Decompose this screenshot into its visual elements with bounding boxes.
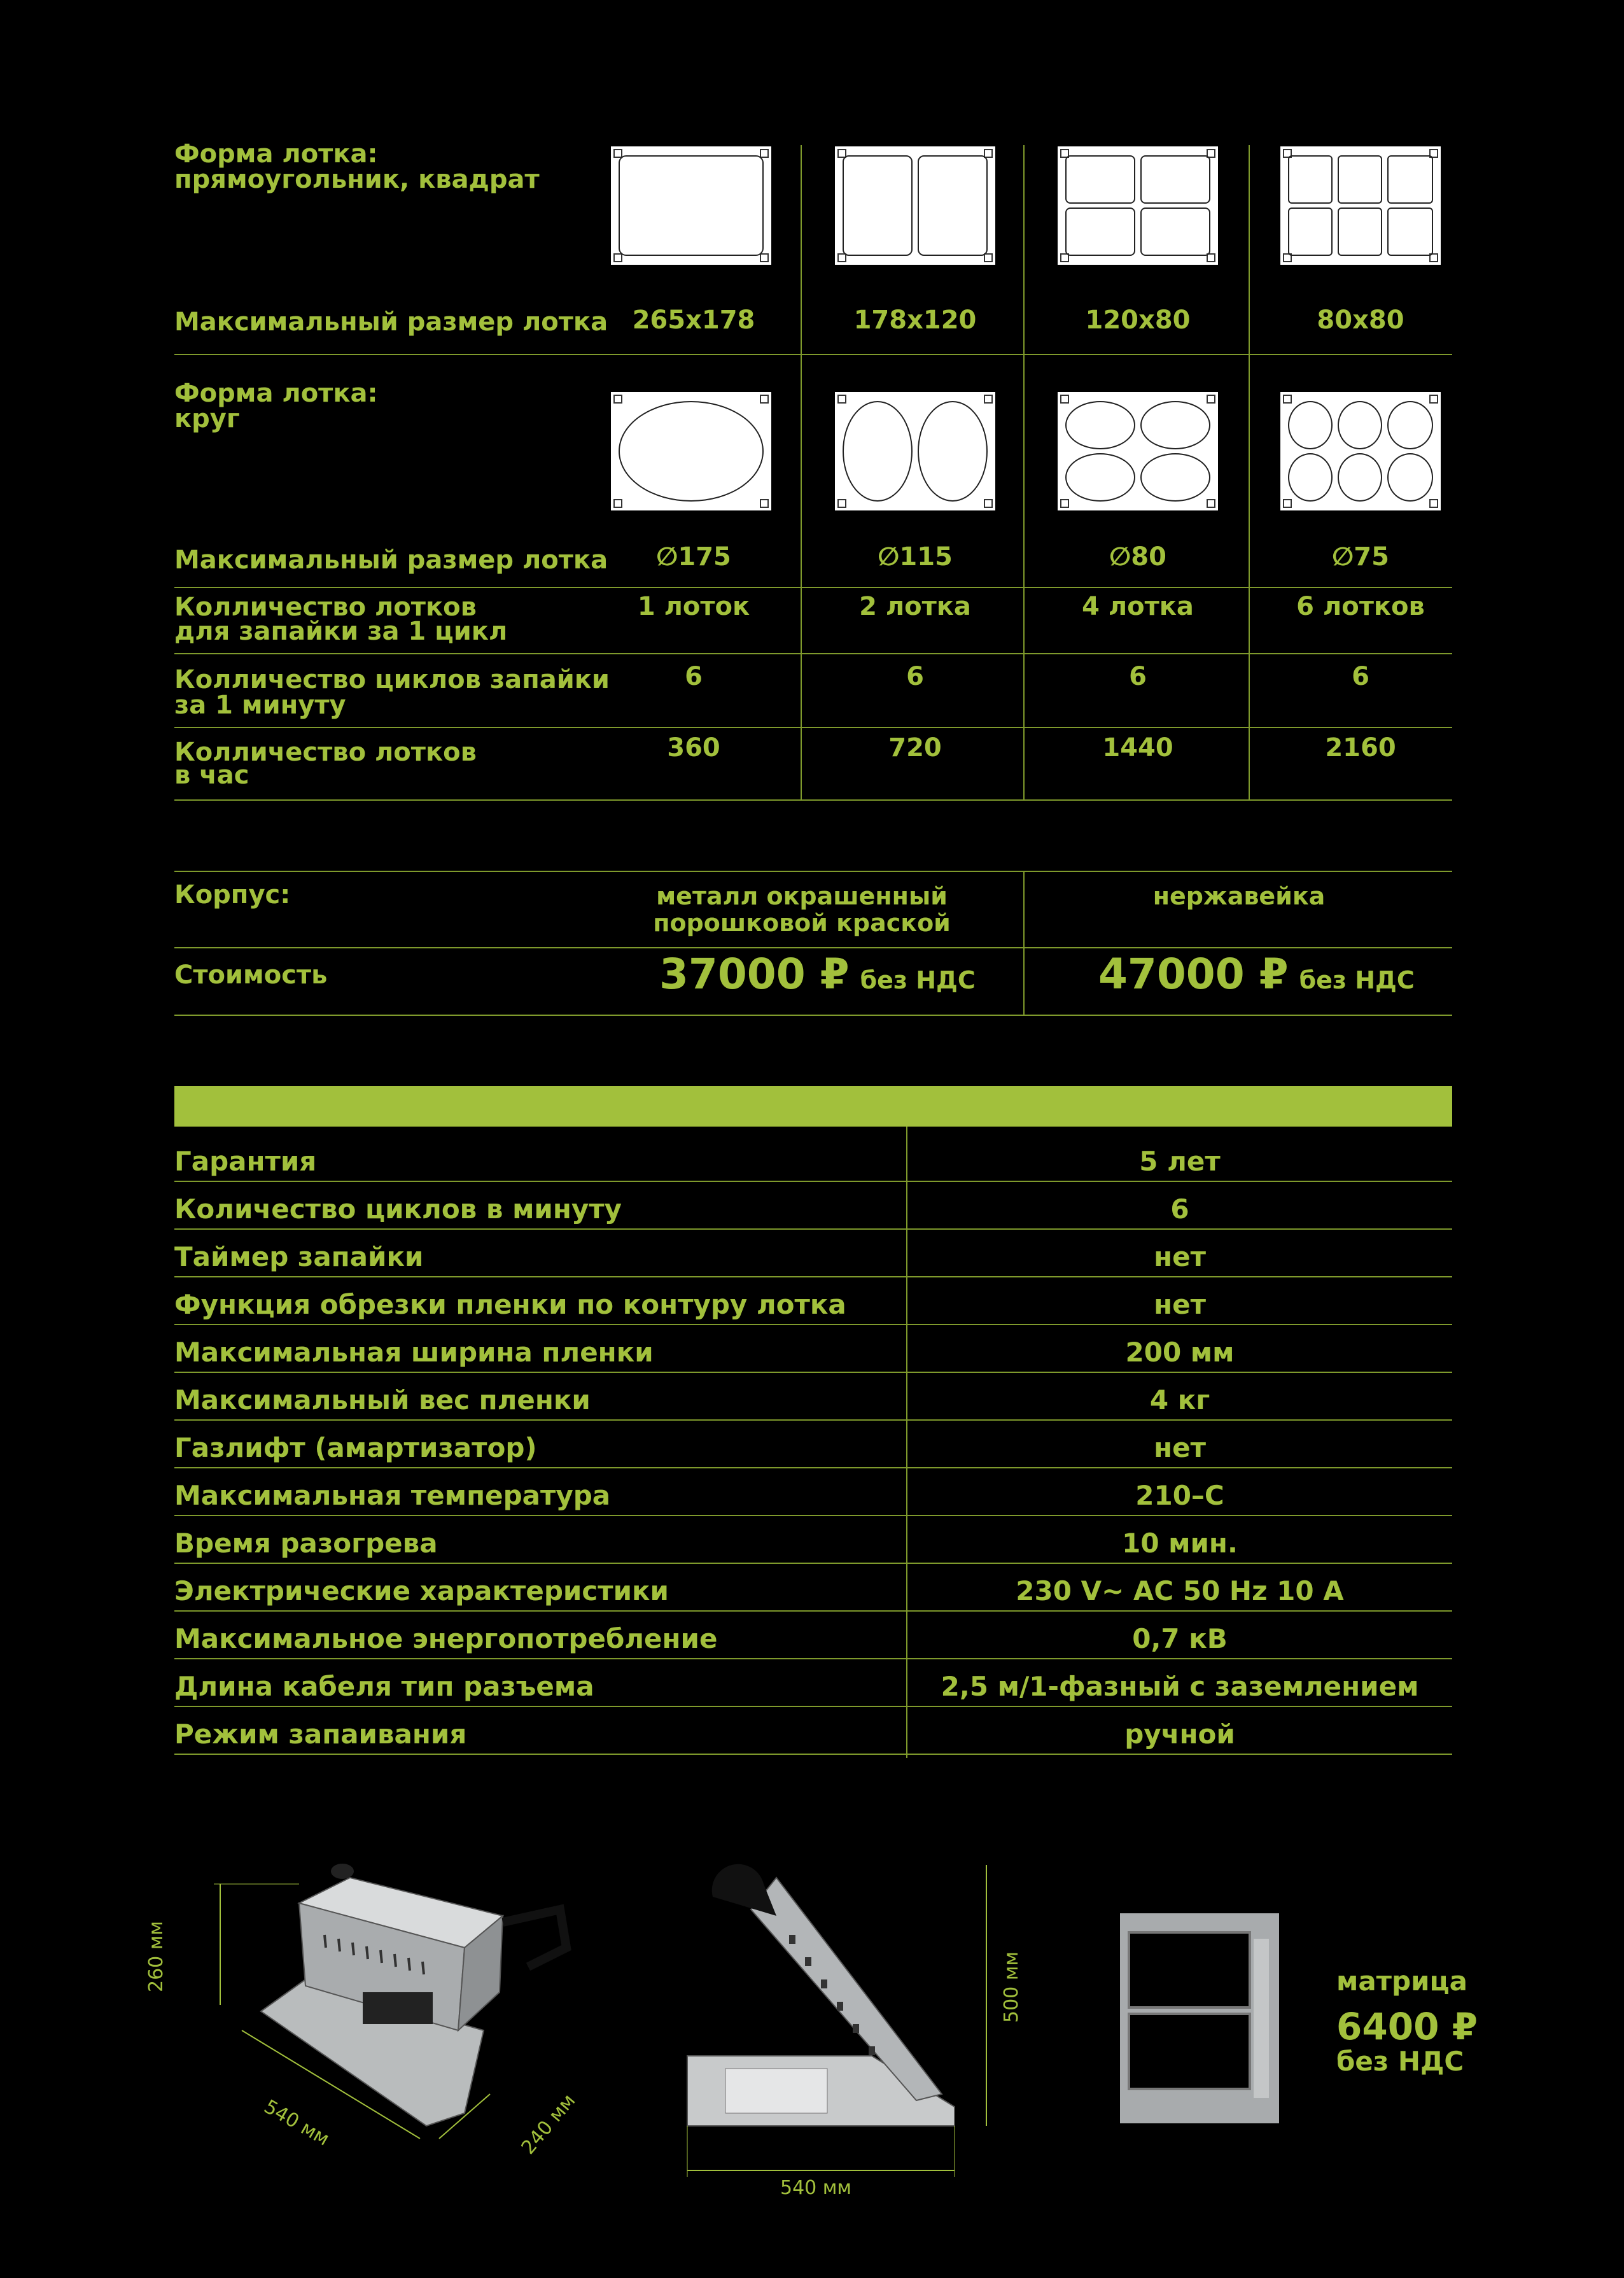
rect-shape-label-2: прямоугольник, квадрат — [174, 165, 540, 194]
spec-value: ручной — [1124, 1719, 1235, 1750]
trays-per-cycle-4: 6 лотков — [1296, 592, 1425, 621]
tray-rect-4-cell — [1058, 146, 1218, 265]
rect-size-2: 178x120 — [853, 306, 977, 335]
diameter-icon: ∅ — [656, 542, 678, 572]
tray-round-2-cell — [835, 392, 995, 510]
cycles-per-minute-3: 6 — [1129, 662, 1147, 691]
cycles-per-minute-label-1: Колличество циклов запайки — [174, 665, 610, 694]
spec-row — [174, 1564, 1452, 1612]
cycles-per-minute-4: 6 — [1352, 662, 1369, 691]
spec-row — [174, 1612, 1452, 1659]
spec-key: Длина кабеля тип разъема — [174, 1671, 594, 1702]
trays-per-hour-3: 1440 — [1102, 733, 1173, 763]
dim-height-1: 260 мм — [145, 1920, 167, 1992]
rect-size-1: 265x178 — [632, 306, 755, 335]
spec-key: Режим запаивания — [174, 1719, 467, 1750]
trays-per-hour-2: 720 — [888, 733, 942, 763]
cycles-per-minute-label-2: за 1 минуту — [174, 691, 346, 720]
round-max-size-label: Максимальный размер лотка — [174, 545, 608, 575]
trays-per-cycle-label-1: Колличество лотков — [174, 593, 477, 622]
trays-per-hour-label-1: Колличество лотков — [174, 738, 477, 767]
round-shape-label-1: Форма лотка: — [174, 379, 378, 408]
round-size-4: ∅75 — [1332, 542, 1389, 572]
spec-value: 200 мм — [1125, 1337, 1235, 1368]
rect-size-4: 80x80 — [1317, 306, 1404, 335]
tray-round-6-cell — [1280, 392, 1441, 510]
rect-shape-label-1: Форма лотка: — [174, 139, 378, 169]
spec-key: Время разогрева — [174, 1528, 438, 1559]
spec-value: 230 V~ AC 50 Hz 10 A — [1016, 1575, 1344, 1607]
diameter-icon: ∅ — [1332, 542, 1354, 572]
spec-key: Таймер запайки — [174, 1241, 424, 1272]
machine-isometric-drawing — [172, 1820, 655, 2177]
tray-rect-1-cell — [611, 146, 771, 265]
tray-round-1-cell — [611, 392, 771, 510]
spec-key: Газлифт (амартизатор) — [174, 1432, 537, 1463]
dim-length-1: 540 мм — [260, 2095, 333, 2151]
matrix-label: матрица — [1336, 1965, 1467, 1997]
spec-row — [174, 1421, 1452, 1468]
spec-value: нет — [1154, 1241, 1206, 1272]
spec-value: нет — [1154, 1289, 1206, 1320]
machine-side-drawing — [675, 1859, 1031, 2190]
spec-row — [174, 1373, 1452, 1421]
round-size-3: ∅80 — [1109, 542, 1166, 572]
spec-key: Максимальное энергопотребление — [174, 1623, 718, 1654]
trays-per-cycle-1: 1 лоток — [637, 592, 750, 621]
trays-per-cycle-3: 4 лотка — [1082, 592, 1194, 621]
rect-max-size-label: Максимальный размер лотка — [174, 307, 608, 337]
body-option-metal-1: металл окрашенный — [656, 882, 948, 910]
price-label: Стоимость — [174, 960, 328, 990]
spec-row — [174, 1516, 1452, 1564]
tray-round-4-cell — [1058, 392, 1218, 510]
specs-header-bar — [174, 1086, 1452, 1127]
spec-value: 5 лет — [1139, 1146, 1221, 1177]
price-steel: 47000 ₽ без НДС — [1098, 950, 1415, 999]
matrix-drawing — [1120, 1913, 1279, 2123]
spec-key: Максимальная ширина пленки — [174, 1337, 654, 1368]
dim-height-2: 500 мм — [1000, 1951, 1023, 2023]
spec-key: Функция обрезки пленки по контуру лотка — [174, 1289, 846, 1320]
rect-size-3: 120x80 — [1085, 306, 1191, 335]
body-option-metal-2: порошковой краской — [653, 909, 951, 937]
spec-key: Электрические характеристики — [174, 1575, 669, 1607]
spec-value: нет — [1154, 1432, 1206, 1463]
spec-key: Максимальная температура — [174, 1480, 611, 1511]
tray-rect-2-cell — [835, 146, 995, 265]
trays-per-hour-4: 2160 — [1325, 733, 1396, 763]
spec-value: 4 кг — [1149, 1384, 1210, 1416]
body-option-steel: нержавейка — [1152, 882, 1326, 910]
spec-row — [174, 1707, 1452, 1755]
body-label: Корпус: — [174, 880, 291, 910]
tray-rect-6-cell — [1280, 146, 1441, 265]
cycles-per-minute-1: 6 — [685, 662, 703, 691]
spec-value: 10 мин. — [1122, 1528, 1238, 1559]
dim-width-1: 240 мм — [517, 2090, 580, 2159]
price-metal: 37000 ₽ без НДС — [659, 950, 976, 999]
matrix-price-note: без НДС — [1336, 2046, 1464, 2077]
spec-row — [174, 1134, 1452, 1182]
trays-per-hour-label-2: в час — [174, 761, 249, 790]
diameter-icon: ∅ — [878, 542, 900, 572]
round-size-1: ∅175 — [656, 542, 731, 572]
dim-length-2: 540 мм — [780, 2177, 852, 2199]
spec-value: 210–С — [1135, 1480, 1224, 1511]
spec-value: 0,7 кВ — [1132, 1623, 1228, 1654]
spec-value: 6 — [1170, 1193, 1189, 1225]
spec-key: Количество циклов в минуту — [174, 1193, 622, 1225]
spec-row — [174, 1230, 1452, 1277]
round-shape-label-2: круг — [174, 404, 240, 433]
trays-per-hour-1: 360 — [667, 733, 720, 763]
spec-row — [174, 1325, 1452, 1373]
matrix-price: 6400 ₽ — [1336, 2005, 1478, 2048]
spec-key: Максимальный вес пленки — [174, 1384, 591, 1416]
round-size-2: ∅115 — [878, 542, 953, 572]
spec-row — [174, 1468, 1452, 1516]
trays-per-cycle-label-2: для запайки за 1 цикл — [174, 617, 508, 646]
cycles-per-minute-2: 6 — [906, 662, 924, 691]
spec-value: 2,5 м/1-фазный с заземлением — [941, 1671, 1419, 1702]
trays-per-cycle-2: 2 лотка — [859, 592, 971, 621]
spec-row — [174, 1659, 1452, 1707]
spec-row — [174, 1182, 1452, 1230]
spec-key: Гарантия — [174, 1146, 317, 1177]
diameter-icon: ∅ — [1109, 542, 1131, 572]
spec-row — [174, 1277, 1452, 1325]
